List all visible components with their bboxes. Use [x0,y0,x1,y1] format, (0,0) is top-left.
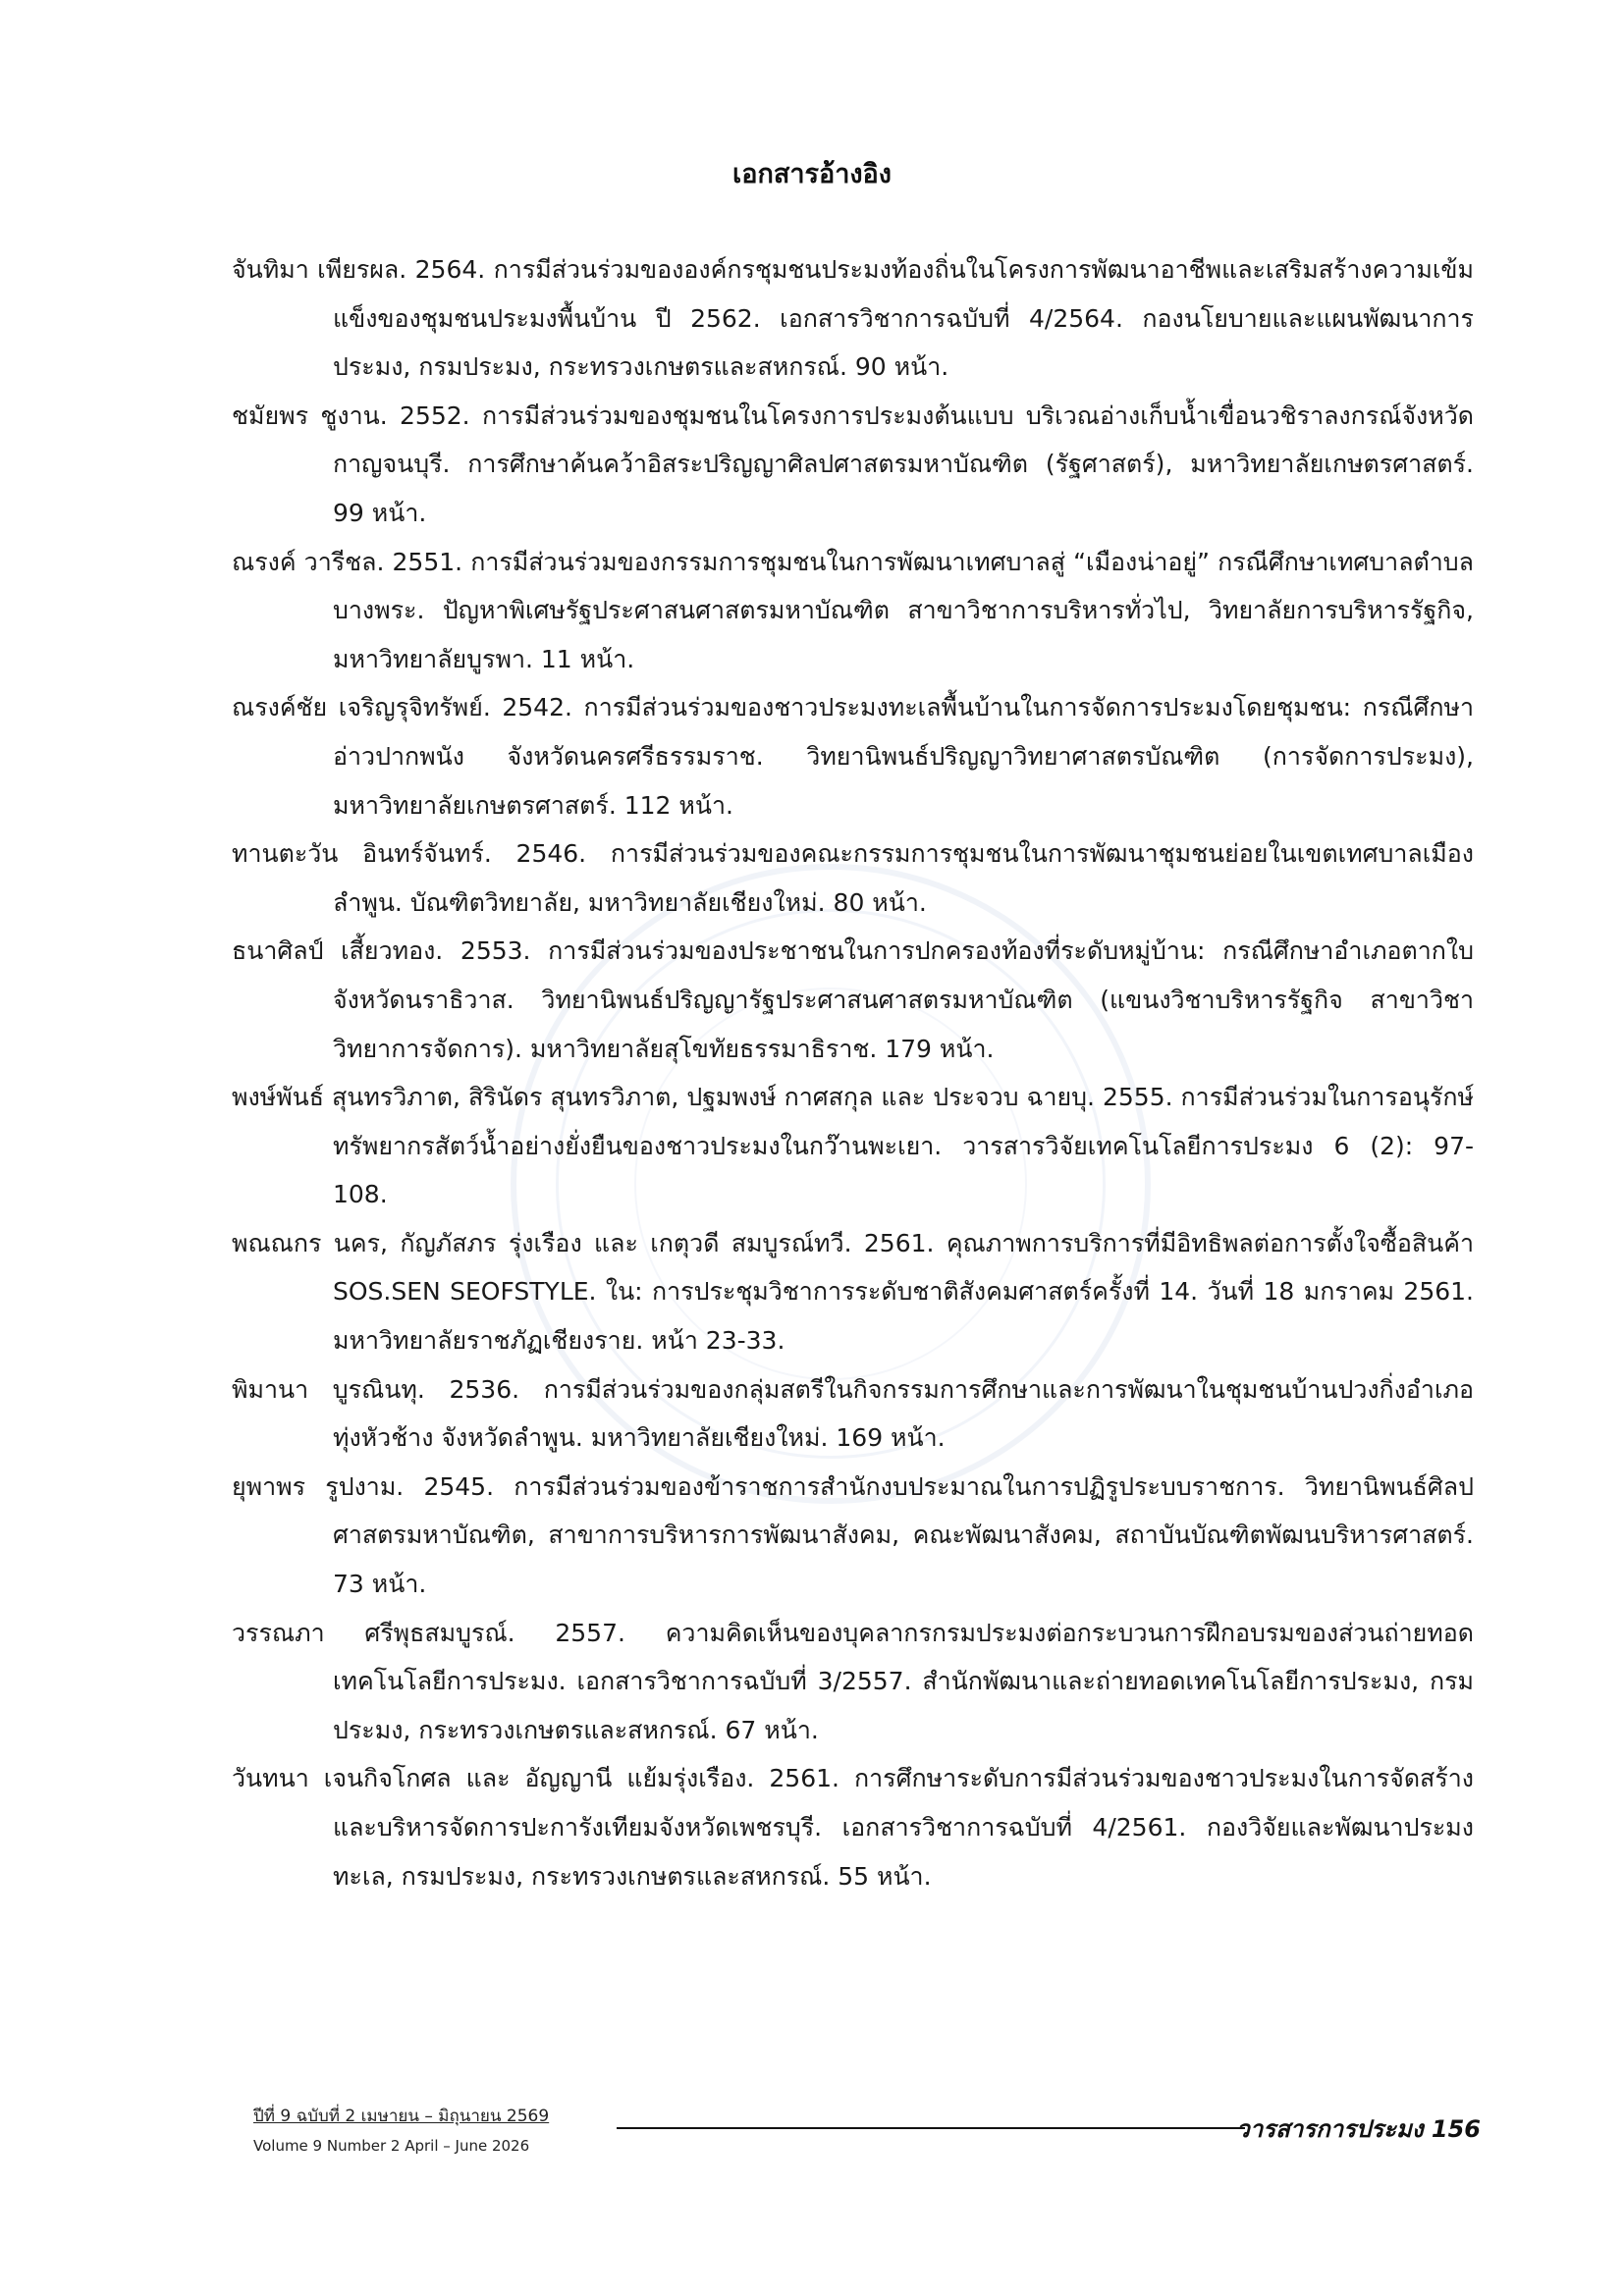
footer-journal-page: วารสารการประมง 156 [1236,2115,1481,2143]
reference-entry: ธนาศิลป์ เสี้ยวทอง. 2553. การมีส่วนร่วมของประชาชนในการปกครองท้องที่ระดับหมู่บ้าน: กรณีศึกษาอำเภอตากใบ จังหวัดนราธิวาส. วิทยานิพนธ์ปริญญารัฐประศาสนศาสตรมหาบัณฑิต (แขนงวิชาบริหารรัฐกิจ สาขาวิชาวิทยาการจัดการ). มหาวิทยาลัยสุโขทัยธรรมาธิราช. 179 หน้า. [232,936,1474,1063]
footer-issue-english: Volume 9 Number 2 April – June 2026 [253,2137,530,2155]
reference-entry: ยุพาพร รูปงาม. 2545. การมีส่วนร่วมของข้าราชการสำนักงบประมาณในการปฏิรูประบบราชการ. วิทยานิพนธ์ศิลปศาสตรมหาบัณฑิต, สาขาการบริหารการพัฒนาสังคม, คณะพัฒนาสังคม, สถาบันบัณฑิตพัฒนบริหารศาสตร์. 73 หน้า. [232,1471,1474,1599]
footer-rule [617,2127,1245,2129]
page-title: เอกสารอ้างอิง [732,159,892,189]
reference-entry: ชมัยพร ชูงาน. 2552. การมีส่วนร่วมของชุมชนในโครงการประมงต้นแบบ บริเวณอ่างเก็บน้ำเขื่อนวชิราลงกรณ์จังหวัดกาญจนบุรี. การศึกษาค้นคว้าอิสระปริญญาศิลปศาสตรมหาบัณฑิต (รัฐศาสตร์), มหาวิทยาลัยเกษตรศาสตร์. 99 หน้า. [232,400,1474,527]
reference-entry: พิมานา บูรณินทุ. 2536. การมีส่วนร่วมของกลุ่มสตรีในกิจกรรมการศึกษาและการพัฒนาในชุมชนบ้านปวงกิ่งอำเภอทุ่งหัวช้าง จังหวัดลำพูน. มหาวิทยาลัยเชียงใหม่. 169 หน้า. [232,1374,1474,1453]
page-footer [253,2103,1481,2162]
reference-entry: ณรงค์ วารีชล. 2551. การมีส่วนร่วมของกรรมการชุมชนในการพัฒนาเทศบาลสู่ “เมืองน่าอยู่” กรณีศึกษาเทศบาลตำบลบางพระ. ปัญหาพิเศษรัฐประศาสนศาสตรมหาบัณฑิต สาขาวิชาการบริหารทั่วไป, วิทยาลัยการบริหารรัฐกิจ, มหาวิทยาลัยบูรพา. 11 หน้า. [232,547,1474,673]
reference-entry: วันทนา เจนกิจโกศล และ อัญญานี แย้มรุ่งเรือง. 2561. การศึกษาระดับการมีส่วนร่วมของชาวประมงในการจัดสร้างและบริหารจัดการปะการังเทียมจังหวัดเพชรบุรี. เอกสารวิชาการฉบับที่ 4/2561. กองวิจัยและพัฒนาประมงทะเล, กรมประมง, กระทรวงเกษตรและสหกรณ์. 55 หน้า. [232,1764,1474,1891]
reference-entry: ทานตะวัน อินทร์จันทร์. 2546. การมีส่วนร่วมของคณะกรรมการชุมชนในการพัฒนาชุมชนย่อยในเขตเทศบาลเมืองลำพูน. บัณฑิตวิทยาลัย, มหาวิทยาลัยเชียงใหม่. 80 หน้า. [232,839,1474,917]
footer-issue-thai: ปีที่ 9 ฉบับที่ 2 เมษายน – มิถุนายน 2569 [253,2107,550,2126]
reference-entry: ณรงค์ชัย เจริญรุจิทรัพย์. 2542. การมีส่วนร่วมของชาวประมงทะเลพื้นบ้านในการจัดการประมงโดยชุมชน: กรณีศึกษาอ่าวปากพนัง จังหวัดนครศรีธรรมราช. วิทยานิพนธ์ปริญญาวิทยาศาสตรบัณฑิต (การจัดการประมง), มหาวิทยาลัยเกษตรศาสตร์. 112 หน้า. [232,693,1474,820]
reference-entry: จันทิมา เพียรผล. 2564. การมีส่วนร่วมขององค์กรชุมชนประมงท้องถิ่นในโครงการพัฒนาอาชีพและเสริมสร้างความเข้มแข็งของชุมชนประมงพื้นบ้าน ปี 2562. เอกสารวิชาการฉบับที่ 4/2564. กองนโยบายและแผนพัฒนาการประมง, กรมประมง, กระทรวงเกษตรและสหกรณ์. 90 หน้า. [232,255,1474,382]
reference-entry: วรรณภา ศรีพุธสมบูรณ์. 2557. ความคิดเห็นของบุคลากรกรมประมงต่อกระบวนการฝึกอบรมของส่วนถ่ายทอดเทคโนโลยีการประมง. เอกสารวิชาการฉบับที่ 3/2557. สำนักพัฒนาและถ่ายทอดเทคโนโลยีการประมง, กรมประมง, กระทรวงเกษตรและสหกรณ์. 67 หน้า. [232,1618,1474,1744]
reference-entry: พณณกร นคร, กัญภัสภร รุ่งเรือง และ เกตุวดี สมบูรณ์ทวี. 2561. คุณภาพการบริการที่มีอิทธิพลต่อการตั้งใจซื้อสินค้า SOS.SEN SEOFSTYLE. ใน: การประชุมวิชาการระดับชาติสังคมศาสตร์ครั้งที่ 14. วันที่ 18 มกราคม 2561. มหาวิทยาลัยราชภัฏเชียงราย. หน้า 23-33. [232,1228,1474,1356]
reference-entry: พงษ์พันธ์ สุนทรวิภาต, สิรินัดร สุนทรวิภาต, ปฐมพงษ์ กาศสกุล และ ประจวบ ฉายบุ. 2555. การมีส่วนร่วมในการอนุรักษ์ทรัพยากรสัตว์น้ำอย่างยั่งยืนของชาวประมงในกว๊านพะเยา. วารสารวิจัยเทคโนโลยีการประมง 6 (2): 97-108. [232,1083,1474,1209]
reference-list [232,245,1474,1900]
